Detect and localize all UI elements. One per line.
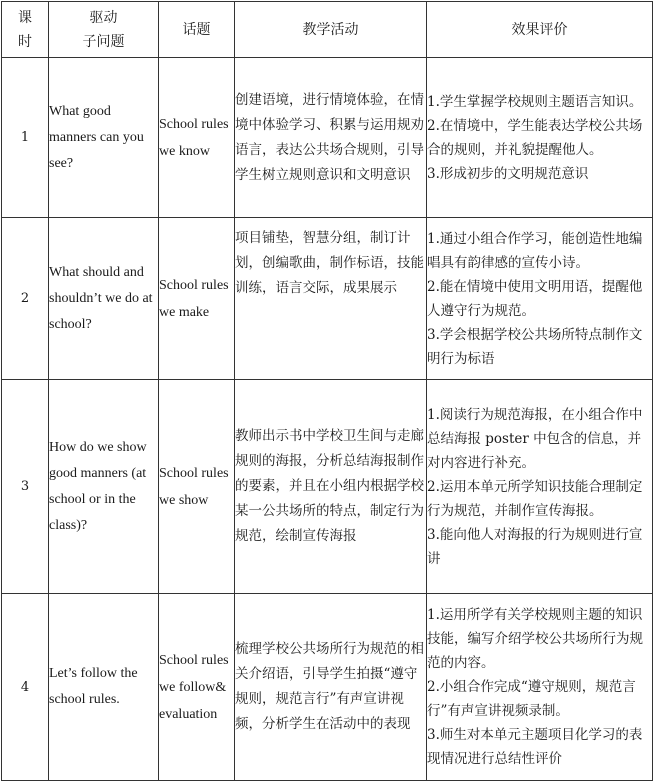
header-lesson (2, 2, 49, 58)
evaluation-item: 2.能在情境中使用文明用语，提醒他人遵守行为规范。 (427, 278, 643, 319)
table-row (2, 594, 653, 781)
evaluation-item: 2.小组合作完成“遵守规则，规范言行”有声宣讲视频录制。 (427, 679, 636, 719)
evaluation-item: 2.运用本单元所学知识技能合理制定行为规范，并制作宣传海报。 (427, 478, 643, 519)
header-question-line-1: 驱动 (89, 9, 118, 26)
evaluation-item: 3.形成初步的文明规范意识 (427, 165, 589, 182)
evaluation-item: 2.在情境中，学生能表达学校公共场合的规则，并礼貌提醒他人。 (427, 117, 643, 158)
topic: School rules we follow& evaluation (159, 594, 235, 781)
topic: School rules we know (159, 58, 235, 218)
evaluation-item: 3.学会根据学校公共场所特点制作文明行为标语 (427, 326, 643, 367)
evaluation-item: 1.运用所学有关学校规则主题的知识技能，编写介绍学校公共场所行为规范的内容。 (427, 607, 643, 671)
evaluation (427, 380, 653, 594)
evaluation-item: 1.学生掌握学校规则主题语言知识。 (427, 93, 643, 110)
header-lesson-line-2: 时 (18, 33, 32, 50)
header-evaluation: 效果评价 (427, 2, 653, 58)
lesson-number: 2 (2, 218, 49, 380)
table-row (2, 380, 653, 594)
lesson-plan-table (1, 1, 653, 781)
teaching-activity: 创建语境，进行情境体验，在情境中体验学习、积累与运用规劝语言，表达公共场合规则，引导学生树立规则意识和文明意识 (235, 58, 427, 218)
teaching-activity: 项目铺垫，智慧分组，制订计划，创编歌曲，制作标语，技能训练，语言交际，成果展示 (235, 218, 427, 380)
header-question (49, 2, 159, 58)
evaluation-item: 3.师生对本单元主题项目化学习的表现情况进行总结性评价 (427, 727, 643, 767)
evaluation (427, 594, 653, 781)
evaluation (427, 58, 653, 218)
evaluation-item: 1.阅读行为规范海报，在小组合作中总结海报 poster 中包含的信息，并对内容进行补充。 (427, 406, 643, 471)
driving-question: What good manners can you see? (49, 58, 159, 218)
teaching-activity: 梳理学校公共场所行为规范的相关介绍语，引导学生拍摄“遵守规则，规范言行”有声宣讲视频，分析学生在活动中的表现 (235, 594, 427, 781)
evaluation-item: 1.通过小组合作学习，能创造性地编唱具有韵律感的宣传小诗。 (427, 230, 643, 271)
lesson-number: 3 (2, 380, 49, 594)
lesson-number: 4 (2, 594, 49, 781)
table-row (2, 218, 653, 380)
driving-question: How do we show good manners (at school or in the class)? (49, 380, 159, 594)
lesson-number: 1 (2, 58, 49, 218)
evaluation-item: 3.能向他人对海报的行为规则进行宣讲 (427, 526, 643, 567)
topic: School rules we make (159, 218, 235, 380)
driving-question: Let’s follow the school rules. (49, 594, 159, 781)
header-activity: 教学活动 (235, 2, 427, 58)
header-row (2, 2, 653, 58)
table-row (2, 58, 653, 218)
header-question-line-2: 子问题 (82, 33, 125, 50)
topic: School rules we show (159, 380, 235, 594)
evaluation (427, 218, 653, 380)
teaching-activity: 教师出示书中学校卫生间与走廊规则的海报，分析总结海报制作的要素，并且在小组内根据学校某一公共场所的特点，制定行为规范，绘制宣传海报 (235, 380, 427, 594)
header-lesson-line-1: 课 (18, 9, 32, 26)
driving-question: What should and shouldn’t we do at school? (49, 218, 159, 380)
header-topic: 话题 (159, 2, 235, 58)
